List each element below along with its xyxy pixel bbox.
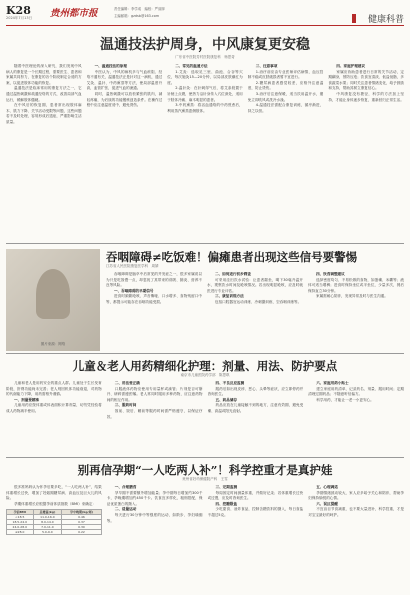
table-cell: 总增重(kg) [33,510,62,515]
paragraph: 儿童用药应按体重或体表面积计算剂量，切勿凭经验将成人药物减半使用。 [6,403,102,413]
text-column [167,64,243,242]
text-column [6,64,82,242]
weight-gain-table [6,509,102,535]
paragraph: 2.糖尿病患者感觉较差，应格外注意温度，防止烫伤。 [247,80,324,91]
issue-date: 2024年7月13日 [6,16,33,20]
article-title: 儿童＆老人用药精细化护理：剂量、用法、防护要点 [72,359,338,373]
paragraph: 不宜盲目节食减重，也不要大量进补，科学控重，才是对宝宝最好的呵护。 [308,507,404,517]
text-column [107,485,203,595]
text-column [308,272,404,352]
text-column [328,64,404,242]
paragraph: 可采用洼田饮水试验：让患者端坐，喝下30毫升温开水，观察饮水时间及呛咳情况。若出现明显呛咳，应及时就医进行专业评估。 [207,277,303,293]
article-divider [6,353,404,354]
paragraph: 1.艾灸：选取足三里、曲池、合谷等穴位，每次施灸15—20分钟，以局部皮肤潮红为度。 [167,69,243,85]
section-name: 健康科普 [367,15,404,25]
paragraph: 五、药品储存 [215,397,238,402]
paragraph: 家属应协助患者进行日常的关节活动，定期翻身，预防压疮；饮食宜清淡、低盐低脂，多食蔬菜水果；同时关注患者情绪变化，给予鼓励和支持，帮助其树立康复信心。 [328,69,404,91]
paragraph: 科学用药，才能让一老一小更安心。 [316,397,374,402]
paragraph: 四、控糖限盐 [215,501,238,506]
page-number: K28 [6,4,31,17]
text-column [308,381,404,456]
table-cell: 7.0-11.0 [33,525,62,530]
article-stroke-rehab [6,28,404,242]
paragraph: 饭前、饭后、睡前等服药时间需严格遵守，以保证疗效。 [106,408,203,419]
paragraph: 吞咽障碍是脑卒中后常见的并发症之一，很多家属误以为只是吃饭慢一点，却忽视了其带来的误吸、肺炎、营养不良等风险。 [106,272,202,288]
article-body [106,272,404,352]
paragraph: 孕期情绪波动较大，家人应多给予关心和陪伴，帮助孕妇保持愉悦的心情。 [308,490,404,501]
paragraph: 四、家庭护理建议 [336,64,366,68]
article-byline: 南京市儿童医院药学部 陈思琪 [180,373,230,377]
paragraph: 儿童和老人是用药安全的重点人群。儿童处于生长发育阶段，肝肾功能尚未完善；老人则因机体功能衰退，对药物的代谢能力下降，用药需格外谨慎。 [6,381,102,397]
article-title: 吞咽障碍≠吃饭难！偏瘫患者出现这些信号要警惕 [106,250,358,264]
article-divider [6,457,404,458]
paragraph: 很多准妈妈认为怀孕后要多吃，“一人吃两人补”，结果体重增长过快，增加了妊娠期糖尿病、高血压及巨大儿的风险。 [6,485,102,501]
article-body [6,485,404,595]
text-column [248,64,324,242]
paragraph: 包括口腔器官运动训练、冷刺激训练、空吞咽训练等。 [215,299,302,304]
text-column [308,485,404,595]
table-cell: 11.0-16.0 [33,515,62,520]
text-column [208,381,304,456]
text-column [6,485,102,595]
email-line: 主编邮箱：gzdsb@163.com [114,14,160,18]
paragraph: 中医认为，中风的病机多与气血瘀阻、经络不通有关，温通技法正是针对这一病机，通过艾灸、温针、中药熏蒸等方法，使局部温度升高，血管扩张，促进气血的流通。 [86,69,163,91]
table-row [7,530,102,535]
photo-caption: 图片来源：网络 [40,342,66,346]
paragraph: 三、定期监测 [215,485,238,489]
article-title: 别再信孕期“一人吃两人补”！科学控重才是真护娃 [77,463,333,477]
article-title: 温通技法护周身，中风康复更安稳 [100,37,310,53]
article-pregnancy-weight [6,460,404,595]
paragraph: 一、吞咽障碍的早期信号 [114,288,154,293]
text-column [107,381,203,456]
paragraph: 中风康复没有捷径，科学的方法加上坚持，才能让身体逐步恢复，重新回归正常生活。 [328,91,404,102]
table-cell: 0.37 [62,520,102,525]
paragraph: 二、如何进行初步筛查 [215,272,251,276]
paragraph: 进食时频繁呛咳、声音嘶哑、口水增多、食物残留口中等，都提示可能存在吞咽功能受损。 [106,294,202,304]
table-cell: 24.0-28.0 [7,525,34,530]
text-column [208,485,304,595]
paragraph: 每周固定时间测量体重，并做好记录；若体重增长过快或过慢，应及时咨询医生。 [207,490,304,501]
article-body [6,64,404,242]
paragraph: 少吃甜食、油炸食品，控制含糖饮料的摄入，每日食盐不超过5克。 [207,507,304,517]
section-marker [352,14,356,23]
paragraph: 2.温针灸：在针刺得气后，将艾条段置于针柄上点燃，使热力沿针身传入穴位深处，适用于肢体冷痛、麻木明显的患者。 [167,86,243,102]
paragraph: 一、剂量要精准 [14,397,40,402]
paragraph: 二、适量运动 [114,507,137,512]
article-dysphagia [6,247,404,352]
paragraph: 孕早期不需要额外增加能量；孕中期每日增加约300千卡，孕晚期增加约450千卡。饮食宜多样化，粗细搭配，保证优质蛋白的摄入。 [106,490,203,506]
paragraph: 选择密度均匀、不易松散的食物，如蛋羹、米糊等；液体可适当增稠；进食时保持坐位或半坐位，少量多次，餐后保持直立30分钟。 [308,277,404,293]
paragraph: 药品应放在儿童接触不到的地方，注意有效期，避免受潮、高温或阳光直射。 [207,403,304,413]
masthead [6,3,404,26]
paragraph: 一、温通技法的原理 [94,64,127,68]
paragraph: 五、心理调适 [316,485,338,489]
paragraph: 家属需耐心陪伴，发现异常及时与医生沟通。 [316,294,388,299]
table-cell: 0.46 [62,515,102,520]
table-cell: 0.30 [62,525,102,530]
paragraph: 3.中药熏蒸：将活血通络的中药煎煮后，利用蒸汽熏蒸患侧肢体。 [167,103,243,113]
photo-figure [36,269,70,319]
paragraph: 随着中医理论的深入研究，我们发现中风病人的康复是一个长期过程，需要医生、患者和家属共同努力，在康复的各个阶段制定合适的方案，以促进肢体功能的恢复。 [6,64,82,85]
paragraph: 一、合理膳食 [114,485,137,489]
paragraph: 四、不良反应监测 [215,381,245,385]
paragraph: 3.治疗后注意保暖，适当饮用温开水，避免立即吹风或洗冷水澡。 [247,91,324,102]
article-byline: 贵州省妇幼保健院产科 王雪 [182,477,228,481]
article-photo [6,249,100,351]
table-cell: 5.0-9.0 [33,530,62,535]
article-body [6,381,404,456]
paper-name: 贵州都市报 [50,8,98,19]
paragraph: 六、误区提醒 [316,501,338,506]
paragraph: 四、饮食调整建议 [316,272,345,276]
table-cell: <18.5 [7,515,34,520]
paragraph: 六、家庭用药小贴士 [316,381,349,385]
table-row [7,510,102,515]
article-medication-care [6,356,404,456]
paragraph: 三、康复训练方法 [215,294,244,299]
text-column [6,381,102,456]
table-cell: 8.0-14.0 [33,520,62,525]
table-cell: ≥28.0 [7,530,34,535]
paragraph: 4.温通技法需配合康复训练，循序渐进，持之以恒。 [247,103,324,113]
paragraph: 温通技法是临床常用的康复方法之一，它通过温热刺激和疏通经络的方式，改善局部气血运行，缓解肢体僵硬。 [6,86,82,102]
paragraph: 建立家庭用药清单，记录药名、剂量、服用时间；定期清理过期药品；不随意听信偏方。 [308,386,404,397]
article-byline: 江苏省人民医院康复医学科 周婧 [106,264,159,268]
paragraph: 1.治疗前应由专业医师评估病情，血压控制不稳或皮肤破损者暂不宜进行。 [247,69,324,80]
table-cell: 孕中晚期(kg/周) [62,510,102,515]
paragraph: 二、用法要正确 [114,381,140,385]
paragraph: 服药后如出现皮疹、恶心、头晕等症状，应立即停药并咨询医生。 [207,386,304,397]
table-cell: 孕前BMI [7,510,34,515]
paragraph: 二、常见的温通方法 [175,64,208,68]
paragraph: 孕期体重增长应根据孕前体质指数（BMI）来确定： [14,501,97,506]
article-byline: 广东省中医院芳村医院康复科 杨思奇 [175,55,235,59]
paragraph: 在中风后的恢复期，患者常出现肢体麻木、肌力下降、关节活动受限等问题，这些问题若不及时处理，容易形成后遗症，严重影响生活质量。 [6,103,82,124]
article-divider [6,243,404,244]
paragraph: 每天进行30分钟中等强度的运动，如散步、孕妇瑜伽等。 [106,512,203,523]
table-cell: 18.5-24.0 [7,520,34,525]
editor-line: 责任编辑：李学成 编校：严丽萍 [114,7,165,11]
text-column [87,64,163,242]
table-cell: 0.22 [62,530,102,535]
paragraph: 三、注意事项 [255,64,278,68]
text-column [106,272,202,352]
paragraph: 三、服药时间 [114,403,137,408]
paragraph: 口服液体药物应使用专用量杯或滴管；片剂是否可掰开、研碎需遵医嘱。老人常同时服用多种药物，应注意药物间的相互作用。 [106,386,203,402]
paragraph: 同时，温热刺激可以放松紧张的肌肉，减轻疼痛，为后续的功能锻炼创造条件。在操作过程中应注意温度适中，避免烫伤。 [86,91,163,108]
text-column [207,272,303,352]
